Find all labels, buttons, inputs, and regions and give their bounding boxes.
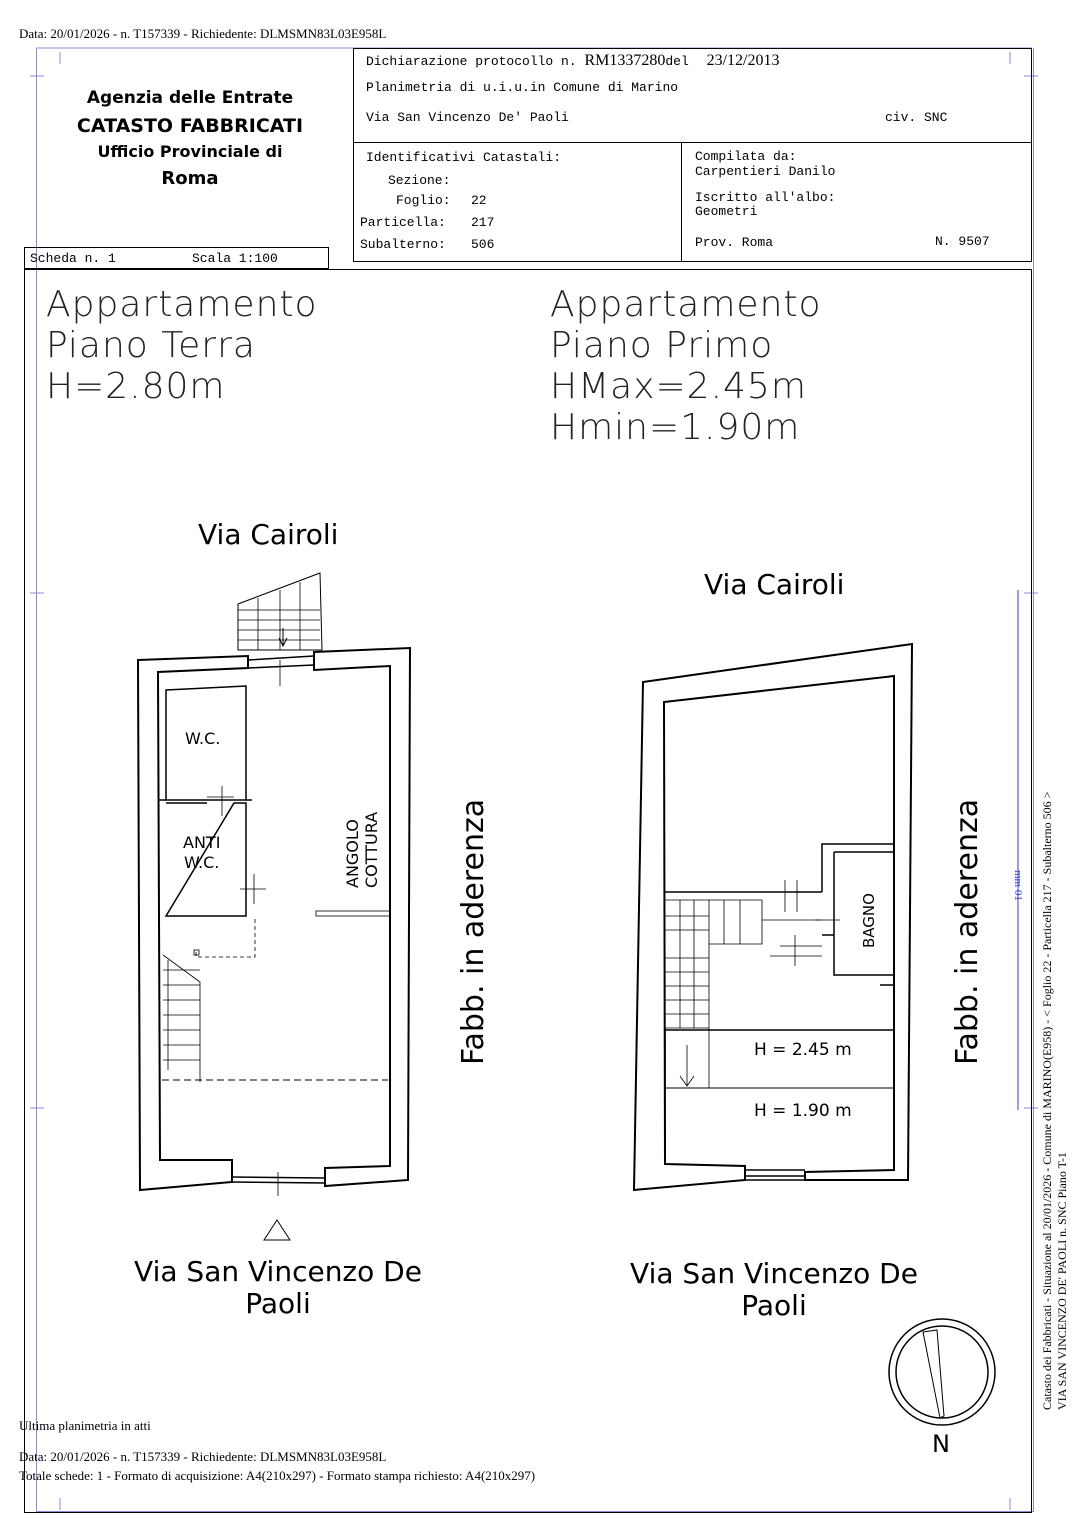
albo-value: Geometri (695, 204, 758, 219)
civ-number: civ. SNC (885, 110, 948, 125)
ufficio-city: Roma (161, 168, 219, 189)
right-title-1: Appartamento (550, 284, 822, 325)
sezione-label: Sezione: (388, 173, 451, 188)
footer-totals: Totale schede: 1 - Formato di acquisizione: A4(210x297) - Formato stampa richiesto: A4(210x297) (19, 1468, 536, 1483)
compass-icon (889, 1319, 995, 1425)
address-line: Via San Vincenzo De' Paoli (366, 110, 569, 125)
particella-label: Particella: (360, 215, 446, 230)
albo-label: Iscritto all'albo: (695, 190, 836, 205)
scheda-number: Scheda n. 1 (30, 251, 116, 266)
left-street-bottom-2: Paoli (245, 1287, 311, 1320)
right-title-2: Piano Primo (550, 325, 774, 366)
particella-value: 217 (471, 215, 495, 230)
right-street-bottom-2: Paoli (741, 1289, 807, 1322)
left-title-2: Piano Terra (46, 325, 256, 366)
footer-last: Ultima planimetria in atti (19, 1418, 151, 1433)
room-angolo-cottura (343, 812, 381, 888)
scheda-scale: Scala 1:100 (192, 251, 278, 266)
room-anti-wc-1: ANTI (183, 833, 221, 852)
identifiers-title: Identificativi Catastali: (366, 150, 562, 165)
left-title-3: H=2.80m (46, 366, 226, 407)
room-anti-wc (183, 833, 220, 873)
room-angolo-1: ANGOLO (343, 819, 362, 888)
left-street-bottom-1: Via San Vincenzo De (134, 1255, 422, 1288)
header-meta: Data: 20/01/2026 - n. T157339 - Richiedente: DLMSMN83L03E958L (19, 26, 387, 41)
subalterno-value: 506 (471, 237, 495, 252)
left-side-label: Fabb. in aderenza (456, 798, 491, 1065)
room-wc: W.C. (185, 729, 221, 748)
room-anti-wc-2: W.C. (184, 853, 220, 872)
compiler-label: Compilata da: (695, 149, 797, 164)
prov-label: Prov. Roma (695, 235, 774, 250)
right-street-bottom-1: Via San Vincenzo De (630, 1257, 918, 1290)
right-title-3: HMax=2.45m (550, 366, 807, 407)
height-label-1: H = 2.45 m (754, 1040, 852, 1060)
foglio-value: 22 (471, 193, 487, 208)
ufficio-label: Ufficio Provinciale di (97, 142, 283, 161)
side-text-1: Catasto dei Fabbricati - Situazione al 20/01/2026 - Comune di MARINO(E958) - < Foglio 22 - Particella 217 - Subalterno 506 > (1040, 791, 1054, 1410)
room-bagno: BAGNO (860, 893, 878, 948)
compiler-name: Carpentieri Danilo (695, 164, 836, 179)
right-street-top: Via Cairoli (704, 568, 845, 601)
planimetry-line: Planimetria di u.i.u.in Comune di Marino (366, 80, 679, 95)
subalterno-label: Subalterno: (360, 237, 446, 252)
left-street-top: Via Cairoli (198, 518, 339, 551)
albo-number: N. 9507 (935, 234, 990, 249)
side-text-2: VIA SAN VINCENZO DE' PAOLI n. SNC Piano T-1 (1055, 1152, 1069, 1410)
scale-mark: mm 01 (1012, 870, 1024, 901)
foglio-label: Foglio: (396, 193, 451, 208)
declaration-number: RM1337280 (584, 52, 666, 69)
agency-name: Agenzia delle Entrate (86, 88, 294, 108)
footer-meta: Data: 20/01/2026 - n. T157339 - Richiedente: DLMSMN83L03E958L (19, 1449, 387, 1464)
compass-north-label: N (932, 1430, 950, 1458)
declaration-date: 23/12/2013 (706, 52, 780, 69)
left-title-1: Appartamento (46, 284, 318, 325)
height-label-2: H = 1.90 m (754, 1101, 852, 1121)
room-angolo-2: COTTURA (362, 811, 381, 888)
right-side-label: Fabb. in aderenza (950, 798, 985, 1065)
ground-floor-plan (138, 573, 410, 1240)
right-title-4: Hmin=1.90m (550, 407, 801, 448)
catasto-title: CATASTO FABBRICATI (76, 115, 304, 137)
declaration-label: Dichiarazione protocollo n. (366, 54, 577, 69)
declaration-del: del (665, 54, 689, 69)
